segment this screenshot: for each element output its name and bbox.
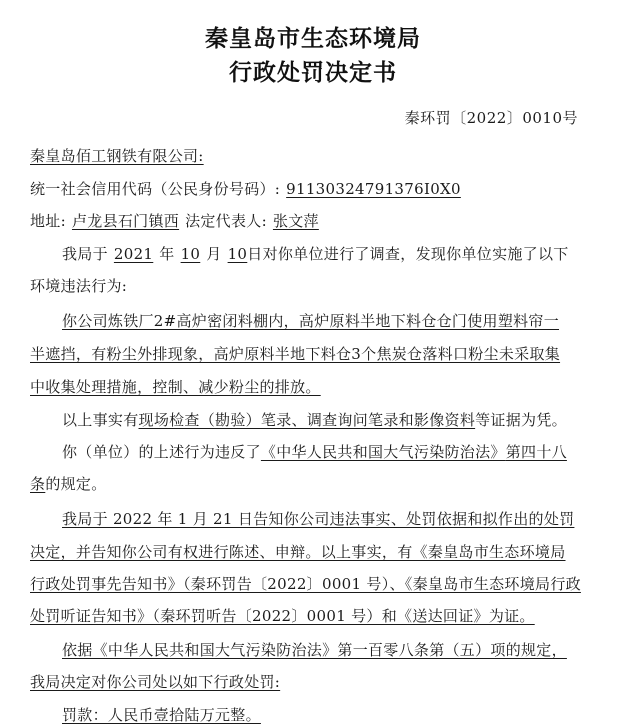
- law-suffix: 的规定。: [45, 475, 107, 493]
- basis-line-2: 我局决定对你公司处以如下行政处罚:: [30, 673, 281, 691]
- investigation-month: 10: [180, 245, 201, 263]
- investigation-year: 2021: [113, 245, 154, 263]
- evidence-prefix: 以上事实有: [62, 411, 139, 429]
- investigation-prefix: 我局于: [62, 245, 108, 263]
- law-violated-line: [62, 441, 596, 462]
- notice-line-3: 行政处罚事先告知书》（秦环罚告〔2022〕0001 号）、《秦皇岛市生态环境局行政: [30, 575, 581, 593]
- document-title-agency: 秦皇岛市生态环境局: [205, 26, 421, 52]
- address-value: 卢龙县石门镇西: [71, 212, 180, 230]
- violation-line-2: 半遮挡，有粉尘外排现象，高炉原料半地下料仓3个焦炭仓落料口粉尘未采取集: [30, 345, 561, 363]
- law-prefix: 你（单位）的上述行为违反了: [62, 443, 261, 461]
- evidence-suffix: 等证据为凭。: [475, 411, 567, 429]
- penalty-line: 罚款：人民币壹拾陆万元整。: [62, 706, 261, 724]
- notice-line-2: 决定，并告知你公司有权进行陈述、申辩。以上事实，有《秦皇岛市生态环境局: [30, 543, 566, 561]
- recipient-name: 秦皇岛佰工钢铁有限公司:: [30, 147, 204, 165]
- investigation-line: [62, 243, 596, 264]
- violation-line-3: 中收集处理措施，控制、减少粉尘的排放。: [30, 378, 321, 396]
- month-unit: 月: [206, 245, 222, 263]
- document-title-type: 行政处罚决定书: [229, 60, 397, 86]
- violation-line-1: 你公司炼铁厂2#高炉密闭料棚内，高炉原料半地下料仓仓门使用塑料帘一: [62, 312, 560, 330]
- document-number: 秦环罚〔2022〕0010号: [404, 109, 578, 127]
- recipient-line: [30, 145, 596, 166]
- notice-line-4: 处罚听证告知书》（秦环罚听告〔2022〕0001 号）和《送达回证》为证。: [30, 607, 535, 625]
- investigation-suffix: 日对你单位进行了调查，发现你单位实施了以下: [247, 245, 569, 263]
- basis-line-1: 依据《中华人民共和国大气污染防治法》第一百零八条第（五）项的规定，: [62, 641, 567, 659]
- credit-code-value: 91130324791376I0X0: [286, 180, 461, 198]
- evidence-items: 现场检查（勘验）笔录、调查询问笔录和影像资料: [138, 411, 476, 429]
- address-label: 地址:: [30, 212, 66, 230]
- law-violated-continued: [30, 473, 596, 494]
- law-article-cont: 条: [30, 475, 46, 493]
- legal-rep-label: 法定代表人:: [185, 212, 267, 230]
- notice-line-1: 我局于 2022 年 1 月 21 日告知你公司违法事实、处罚依据和拟作出的处罚: [62, 510, 575, 528]
- evidence-line: [62, 409, 596, 430]
- credit-code-label: 统一社会信用代码（公民身份号码）:: [30, 180, 281, 198]
- credit-code-line: [30, 178, 596, 199]
- investigation-continued: 环境违法行为:: [30, 277, 128, 295]
- law-name: 《中华人民共和国大气污染防治法》: [260, 443, 506, 461]
- law-article: 第四十八: [505, 443, 567, 461]
- investigation-day: 10: [227, 245, 248, 263]
- year-unit: 年: [159, 245, 175, 263]
- legal-rep-value: 张文萍: [272, 212, 319, 230]
- address-line: [30, 210, 596, 231]
